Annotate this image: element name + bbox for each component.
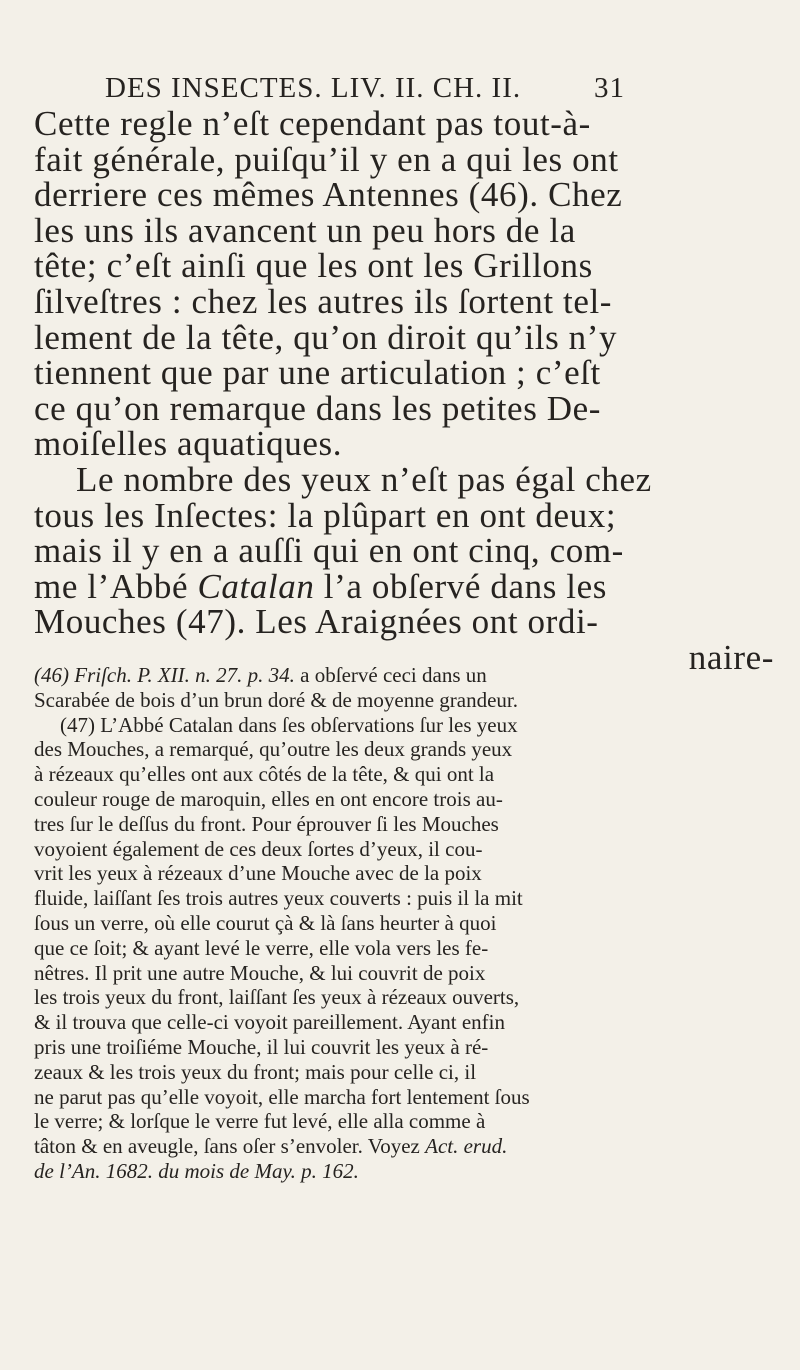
main-text (34, 106, 774, 676)
text-line: ſilveſtres : chez les autres ils ſortent tel- (34, 281, 613, 321)
footnote-line: & il trouva que celle-ci voyoit pareillement. Ayant enfin (34, 1010, 506, 1035)
footnote-line: zeaux & les trois yeux du front; mais pour celle ci, il (34, 1059, 477, 1084)
text-line: ce qu’on remarque dans les petites De- (34, 388, 602, 428)
text-line: mais il y en a auſſi qui en ont cinq, com- (34, 531, 624, 571)
paragraph-start-line: Le nombre des yeux n’eſt pas égal chez (76, 459, 652, 499)
footnote-line: couleur rouge de maroquin, elles en ont encore trois au- (34, 786, 503, 811)
text-line: derriere ces mêmes Antennes (46). Chez (34, 175, 623, 215)
footnote-line: tres ſur le deſſus du front. Pour éprouver ſi les Mouches (34, 811, 499, 836)
footnote-46-text: a obſervé ceci dans un (294, 663, 487, 687)
running-header (105, 72, 625, 105)
text-line: moiſelles aquatiques. (34, 424, 343, 464)
text-line: lement de la tête, qu’on diroit qu’ils n’y (34, 317, 618, 357)
text-line: tête; c’eſt ainſi que les ont les Grillons (34, 246, 593, 286)
catchword: naire- (688, 637, 774, 677)
footnote-line: ne parut pas qu’elle voyoit, elle marcha fort lentement ſous (34, 1084, 530, 1109)
footnote-line: à rézeaux qu’elles ont aux côtés de la tête, & qui ont la (34, 762, 495, 787)
footnote-47-start: (47) L’Abbé Catalan dans ſes obſervations ſur les yeux (60, 712, 518, 737)
text-line: tous les Inſectes: la plûpart en ont deux; (34, 495, 617, 535)
catalan-name: Catalan (197, 566, 315, 606)
footnote-line: ſous un verre, où elle courut çà & là ſans heurter à quoi (34, 910, 497, 935)
text-line: fait générale, puiſqu’il y en a qui les ont (34, 139, 619, 179)
running-title: DES INSECTES. LIV. II. CH. II. (105, 72, 522, 104)
footnote-line: les trois yeux du front, laiſſant ſes yeux à rézeaux ouverts, (34, 985, 520, 1010)
text-line (34, 566, 774, 606)
text-line: les uns ils avancent un peu hors de la (34, 210, 576, 250)
text-line: Cette regle n’eſt cependant pas tout-à- (34, 104, 591, 143)
footnote-text: tâton & en aveugle, ſans oſer s’envoler. Voyez (34, 1134, 426, 1159)
footnote-citation: Act. erud. (425, 1134, 508, 1159)
footnote-46 (34, 663, 786, 688)
footnote-line: le verre; & lorſque le verre fut levé, elle alla comme à (34, 1109, 486, 1134)
footnote-line: que ce ſoit; & ayant levé le verre, elle vola vers les fe- (34, 935, 489, 960)
page-number: 31 (594, 72, 625, 104)
footnotes (34, 663, 786, 1184)
footnote-line: vrit les yeux à rézeaux d’une Mouche avec de la poix (34, 861, 482, 886)
footnote-line (34, 1134, 786, 1159)
footnote-line: fluide, laiſſant ſes trois autres yeux couverts : puis il la mit (34, 886, 523, 911)
footnote-line: nêtres. Il prit une autre Mouche, & lui couvrit de poix (34, 960, 486, 985)
footnote-line: voyoient également de ces deux ſortes d’yeux, il cou- (34, 836, 483, 861)
text-line: Mouches (47). Les Araignées ont ordi- (34, 602, 599, 642)
footnote-line: Scarabée de bois d’un brun doré & de moyenne grandeur. (34, 687, 519, 712)
footnote-line: des Mouches, a remarqué, qu’outre les deux grands yeux (34, 737, 513, 762)
line-rest: l’a obſervé dans les (314, 566, 607, 606)
line-start: me l’Abbé (34, 566, 198, 606)
footnote-line: pris une troiſiéme Mouche, il lui couvrit les yeux à ré- (34, 1034, 489, 1059)
footnote-final-line: de l’An. 1682. du mois de May. p. 162. (34, 1158, 359, 1183)
footnote-46-citation: (46) Friſch. P. XII. n. 27. p. 34. (34, 663, 295, 687)
text-line: tiennent que par une articulation ; c’eſt (34, 353, 601, 393)
